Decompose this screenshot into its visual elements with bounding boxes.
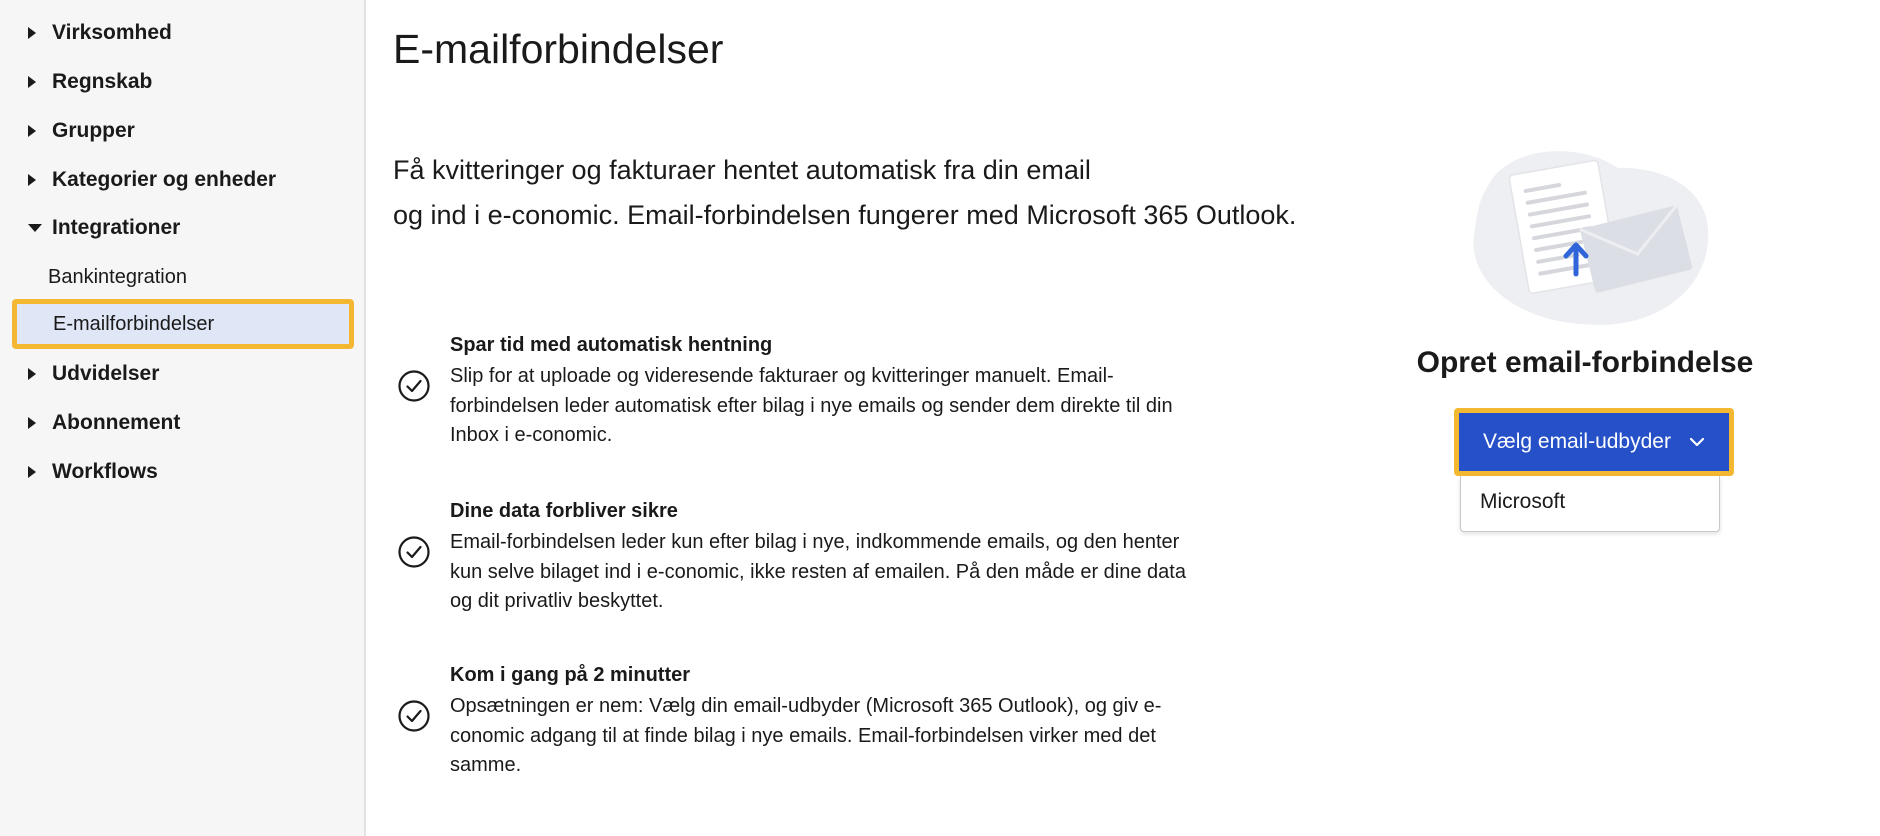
email-document-illustration-icon xyxy=(1468,146,1718,326)
sidebar-item-grupper[interactable] xyxy=(28,114,135,148)
chevron-down-icon xyxy=(1689,437,1705,447)
create-connection-title: Opret email-forbindelse xyxy=(1416,346,1754,379)
email-provider-select-highlight xyxy=(1454,408,1734,476)
intro-line-2: og ind i e-conomic. Email-forbindelsen fungerer med Microsoft 365 Outlook. xyxy=(393,200,1297,230)
feature-item xyxy=(398,664,1198,784)
sidebar-item-label: Kategorier og enheder xyxy=(52,168,277,191)
page-title: E-mailforbindelser xyxy=(393,26,724,72)
sidebar-item-label: Integrationer xyxy=(52,216,181,239)
feature-title: Spar tid med automatisk hentning xyxy=(450,334,773,356)
sidebar-item-regnskab[interactable] xyxy=(28,65,152,99)
check-circle-icon xyxy=(398,536,430,568)
sidebar-item-abonnement[interactable] xyxy=(28,406,180,440)
caret-down-icon xyxy=(28,224,52,232)
sidebar-subitem-label: E-mailforbindelser xyxy=(53,312,215,335)
dropdown-option-microsoft[interactable]: Microsoft xyxy=(1480,490,1566,513)
feature-item xyxy=(398,334,1198,454)
sidebar-item-udvidelser[interactable] xyxy=(28,357,159,391)
caret-right-icon xyxy=(28,27,52,39)
caret-right-icon xyxy=(28,76,52,88)
sidebar-item-virksomhed[interactable] xyxy=(28,16,172,50)
sidebar-subitem-label: Bankintegration xyxy=(48,265,187,288)
caret-right-icon xyxy=(28,125,52,137)
feature-title: Dine data forbliver sikre xyxy=(450,500,678,522)
email-provider-select-button[interactable] xyxy=(1459,413,1729,471)
caret-right-icon xyxy=(28,417,52,429)
caret-right-icon xyxy=(28,466,52,478)
sidebar-subitem-e-mailforbindelser[interactable] xyxy=(12,299,354,349)
feature-description: Email-forbindelsen leder kun efter bilag i nye, indkommende emails, og den henter kun selve bilaget ind i e-conomic, ikke resten af emailen. På den måde er dine data og dit privatliv beskyttet. xyxy=(450,531,1186,612)
sidebar-item-workflows[interactable] xyxy=(28,455,158,489)
feature-item xyxy=(398,500,1198,620)
intro-text xyxy=(393,148,1333,238)
email-provider-select-label: Vælg email-udbyder xyxy=(1483,430,1671,453)
email-provider-dropdown xyxy=(1460,476,1720,532)
sidebar-item-integrationer[interactable] xyxy=(28,211,180,245)
feature-description: Opsætningen er nem: Vælg din email-udbyder (Microsoft 365 Outlook), og giv e-conomic adgang til at finde bilag i nye emails. Email-forbindelsen virker med det samme. xyxy=(450,695,1162,776)
check-circle-icon xyxy=(398,700,430,732)
sidebar-item-label: Virksomhed xyxy=(52,21,172,44)
check-circle-icon xyxy=(398,370,430,402)
sidebar-item-label: Udvidelser xyxy=(52,362,160,385)
sidebar-item-label: Grupper xyxy=(52,119,135,142)
sidebar-item-label: Workflows xyxy=(52,460,158,483)
sidebar-item-kategorier[interactable] xyxy=(28,163,276,197)
feature-description: Slip for at uploade og videresende fakturaer og kvitteringer manuelt. Email-forbindelsen leder automatisk efter bilag i nye emails og sender dem direkte til din Inbox i e-conomic. xyxy=(450,365,1173,446)
sidebar-item-label: Regnskab xyxy=(52,70,153,93)
sidebar-subitem-bankintegration[interactable] xyxy=(48,260,187,294)
sidebar-item-label: Abonnement xyxy=(52,411,181,434)
intro-line-1: Få kvitteringer og fakturaer hentet automatisk fra din email xyxy=(393,155,1091,185)
caret-right-icon xyxy=(28,174,52,186)
sidebar xyxy=(0,0,366,836)
caret-right-icon xyxy=(28,368,52,380)
feature-title: Kom i gang på 2 minutter xyxy=(450,664,691,686)
